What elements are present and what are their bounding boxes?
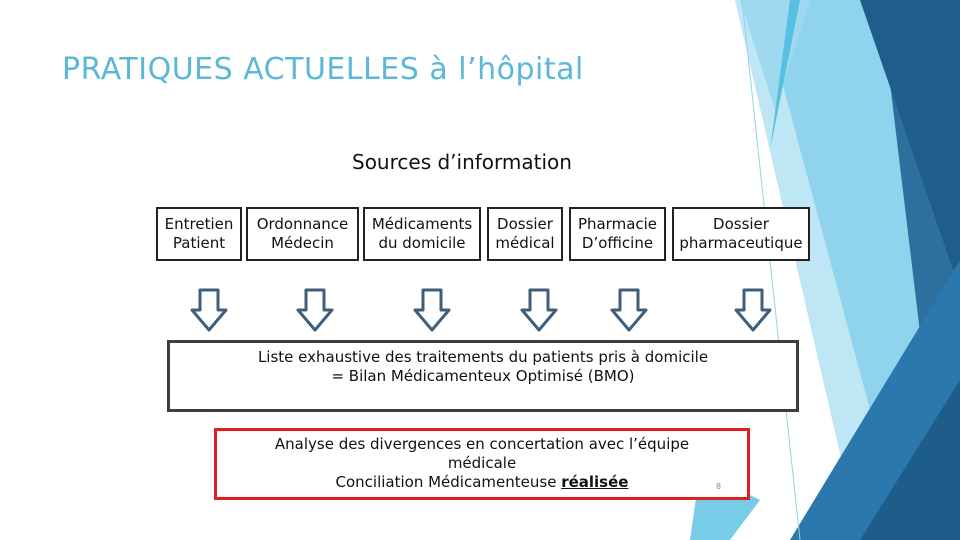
down-arrow-icon: [190, 288, 228, 332]
source-label-line1: Entretien: [164, 215, 234, 233]
source-box-entretien: [156, 207, 242, 261]
analysis-line1: Analyse des divergences en concertation avec l’équipe: [274, 435, 690, 453]
source-label-line2: Patient: [172, 234, 226, 252]
source-label-line1: Dossier: [497, 215, 553, 233]
down-arrow-icon: [734, 288, 772, 332]
source-box-medicaments: [363, 207, 481, 261]
source-box-dossier-pharmaceutique: [672, 207, 810, 261]
bmo-summary-box: [167, 340, 799, 412]
down-arrow-icon: [413, 288, 451, 332]
down-arrow-icon: [520, 288, 558, 332]
source-label-line2: pharmaceutique: [679, 234, 803, 252]
source-box-ordonnance: [246, 207, 359, 261]
summary-line2: = Bilan Médicamenteux Optimisé (BMO): [331, 367, 635, 385]
source-label-line2: D’officine: [581, 234, 654, 252]
source-box-pharmacie: [569, 207, 666, 261]
source-label-line2: médical: [495, 234, 555, 252]
analysis-emphasis: réalisée: [561, 473, 629, 491]
source-label-line2: du domicile: [378, 234, 466, 252]
source-box-dossier-medical: [487, 207, 563, 261]
analysis-line2: médicale: [447, 454, 517, 472]
analysis-line3: [217, 473, 747, 492]
down-arrow-icon: [610, 288, 648, 332]
source-label-line1: Pharmacie: [577, 215, 658, 233]
source-label-line2: Médecin: [271, 234, 334, 252]
summary-line1: Liste exhaustive des traitements du patients pris à domicile: [257, 348, 709, 366]
conciliation-analysis-box: [214, 428, 750, 500]
analysis-line3-text: Conciliation Médicamenteuse: [335, 473, 562, 491]
down-arrow-icon: [296, 288, 334, 332]
source-label-line1: Ordonnance: [256, 215, 349, 233]
slide-subtitle: Sources d’information: [352, 150, 572, 174]
slide-title: PRATIQUES ACTUELLES à l’hôpital: [62, 52, 584, 87]
source-label-line1: Médicaments: [371, 215, 473, 233]
source-label-line1: Dossier: [713, 215, 769, 233]
page-number: 8: [716, 482, 722, 491]
